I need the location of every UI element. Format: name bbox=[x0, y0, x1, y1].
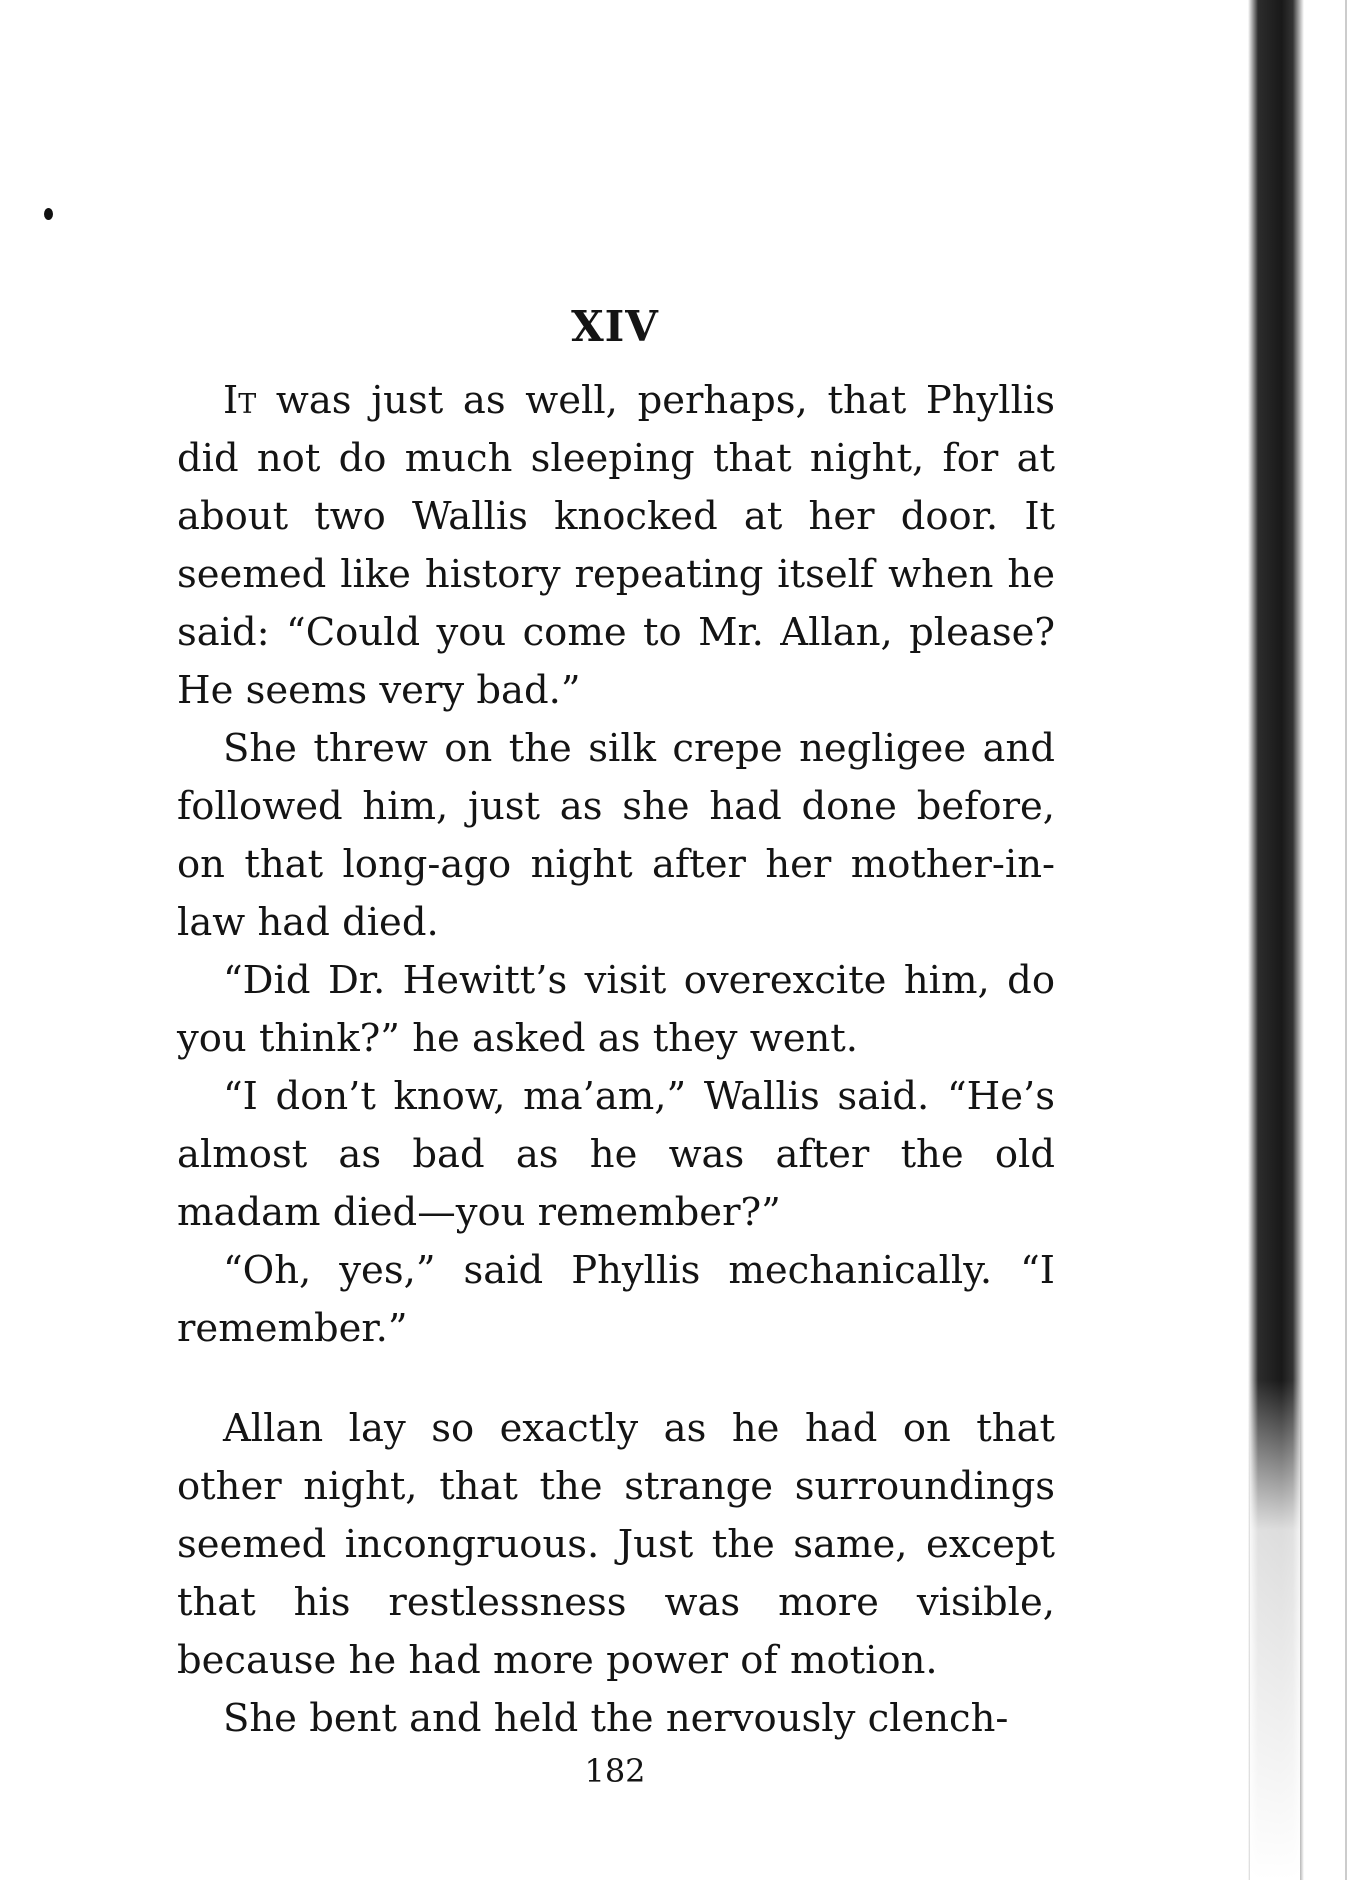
paragraph: “Oh, yes,” said Phyllis mechanically. “I remember.” bbox=[177, 1248, 1055, 1351]
paragraph: Allan lay so exactly as he had on that other night, that the strange surroundings seemed incongruous. Just the same, except that his restlessness was more visible, because he had more power of motion. bbox=[177, 1406, 1055, 1683]
paragraph: She threw on the silk crepe negligee and followed him, just as she had done before, on that long-ago night after her mother-in-law had died. bbox=[177, 726, 1055, 945]
paragraph: “Did Dr. Hewitt’s visit overexcite him, do you think?” he asked as they went. bbox=[177, 958, 1055, 1061]
chapter-heading: XIV bbox=[571, 302, 659, 351]
paragraph: She bent and held the nervously clench- bbox=[223, 1696, 1009, 1741]
paragraph: “I don’t know, ma’am,” Wallis said. “He’s almost as bad as he was after the old madam died—you remember?” bbox=[177, 1074, 1055, 1235]
paragraph bbox=[177, 372, 1055, 720]
paragraph-text: was just as well, perhaps, that Phyllis did not do much sleeping that night, for at about two Wallis knocked at her door. It seemed like history repeating itself when he said: “Could you come to Mr. Allan, please? He seems very bad.” bbox=[177, 378, 1055, 713]
binding-edge bbox=[1345, 0, 1347, 1880]
body-text bbox=[177, 372, 1055, 1748]
page-number: 182 bbox=[584, 1752, 646, 1790]
paragraph-lead: It bbox=[223, 378, 257, 423]
binding-fade bbox=[1250, 1380, 1300, 1880]
ink-speck bbox=[44, 208, 53, 220]
